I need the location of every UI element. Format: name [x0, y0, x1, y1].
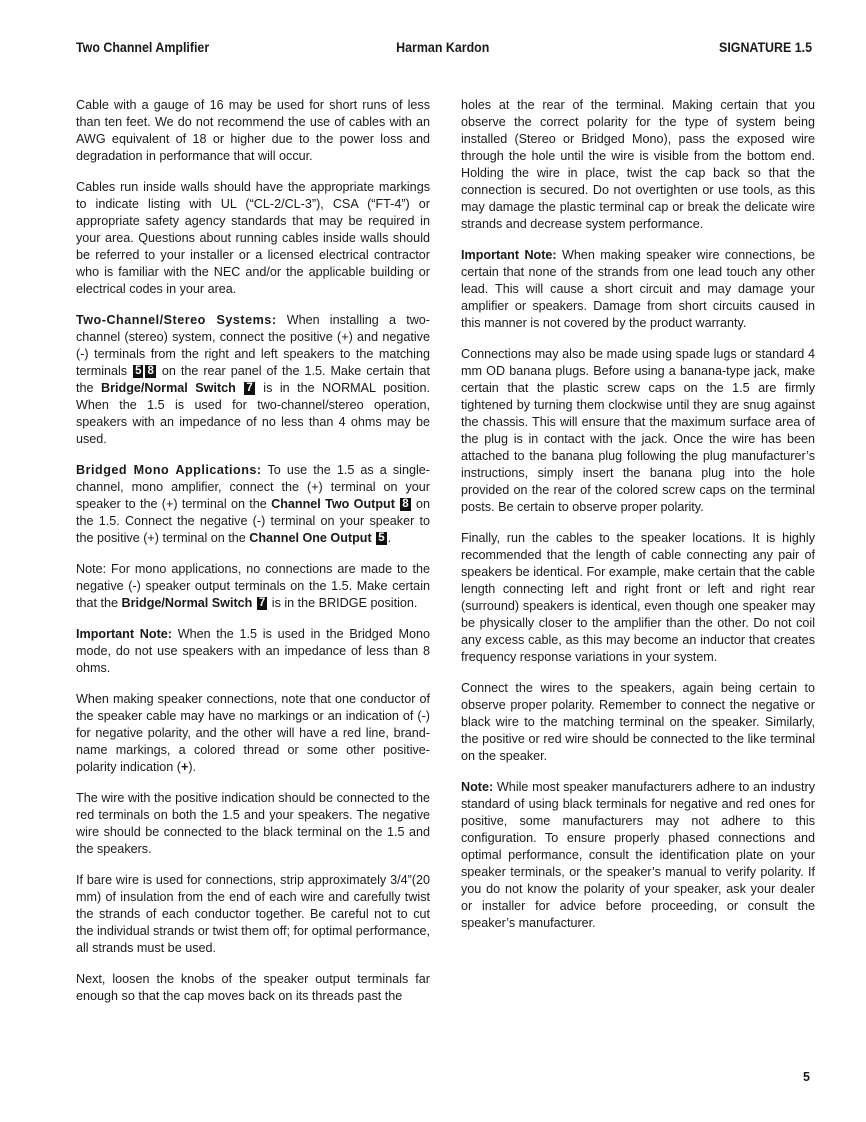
- callout-badge: 7: [246, 382, 253, 394]
- text-run: on the 1.5. Connect the negative (-) terminal on your speaker to the positive (+) terminal on the: [76, 497, 431, 545]
- text-run: ).: [188, 760, 197, 774]
- callout-badge: 8: [147, 365, 154, 377]
- text-run: To use the 1.5 as a single-channel, mono amplifier, connect the (+) terminal on your speaker to the (+) terminal on the: [76, 463, 430, 511]
- bold-term: Channel One Output: [249, 531, 372, 545]
- header-model: SIGNATURE 1.5: [719, 40, 812, 55]
- paragraph-connect-speakers: Connect the wires to the speakers, again being certain to observe proper polarity. Remember to connect the negative or black wire to the matching terminal on the speaker. Similarly, the positive or red wire should be connected to the like terminal on the speaker.: [461, 681, 815, 763]
- bold-term: Channel Two Output: [271, 497, 395, 511]
- note-lead: Important Note:: [461, 248, 557, 262]
- text-run: .: [387, 531, 392, 545]
- bold-term: Bridge/Normal Switch: [121, 596, 253, 610]
- paragraph-mono-note: [76, 561, 430, 612]
- page-number: 5: [803, 1070, 810, 1084]
- section-lead-stereo: Two-Channel/Stereo Systems:: [76, 313, 277, 327]
- paragraph-positive-wire: The wire with the positive indication should be connected to the red terminals on both the 1.5 and your speakers. The negative wire should be connected to the black terminal on the 1.5 and the speakers.: [76, 791, 430, 856]
- callout-badge: 8: [402, 498, 409, 510]
- text-run: While most speaker manufacturers adhere to an industry standard of using black terminals for negative and red ones for positive, some manufacturers may not adhere to this configuration. To ensure properly phased connections and optimal performance, consult the identification plate on your speaker terminals, or the speaker’s manual to verify polarity. If you do not know the polarity of your speaker, ask your dealer or installer for advice before proceeding, or consult the speaker’s manufacturer.: [461, 780, 815, 930]
- text-run: When installing a two-channel (stereo) system, connect the positive (+) and negative (-) terminals from the right and left speakers to the matching terminals: [76, 313, 430, 378]
- text-run: is in the NORMAL position. When the 1.5 is used for two-channel/stereo operation, speakers with an impedance of no less than 4 ohms may be used.: [76, 381, 430, 446]
- paragraph-polarity-markings: [76, 691, 430, 776]
- text-run: When making speaker connections, note that one conductor of the speaker cable may have no markings or an indication of (-) for negative polarity, and the other will have a red line, brand-name markings, a colored thread or some other positive-polarity indication (: [76, 692, 430, 774]
- bold-term: Bridge/Normal Switch: [101, 381, 236, 395]
- paragraph-manufacturer-note: [461, 779, 815, 932]
- paragraph-impedance-note: [76, 626, 430, 677]
- paragraph-in-wall-cables: Cables run inside walls should have the appropriate markings to indicate listing with UL (“CL-2/CL-3”), CSA (“FT-4”) or appropriate safety agency standards that may be required in your area. Questions about running cables inside walls should be referred to your installer or a licensed electrical contractor who is familiar with the NEC and/or the applicable building or electrical codes in your area.: [76, 180, 430, 296]
- paragraph-stereo-systems: [76, 312, 430, 448]
- paragraph-cable-gauge: Cable with a gauge of 16 may be used for short runs of less than ten feet. We do not recommend the use of cables with an AWG equivalent of 18 or higher due to the power loss and degradation in performance that will occur.: [76, 98, 430, 163]
- paragraph-banana-plugs: Connections may also be made using spade lugs or standard 4 mm OD banana plugs. Before using a banana-type jack, make certain that the plastic screw caps on the 1.5 are firmly tightened by turning them clockwise until they are snug against the chassis. This will ensure that the maximum surface area of the plug is in contact with the jack. Once the wire has been attached to the banana plug following the plug manufacturer’s instructions, simply insert the banana plug into the hole provided on the rear of the colored screw caps on the terminal posts. Be certain to observe proper polarity.: [461, 347, 815, 514]
- text-run: Note: For mono applications, no connections are made to the negative (-) speaker output terminals on the 1.5. Make certain that the: [76, 562, 430, 610]
- header-product-type: Two Channel Amplifier: [76, 40, 210, 55]
- plus-symbol: +: [181, 760, 189, 774]
- text-run: on the rear panel of the 1.5. Make certain that the: [76, 364, 430, 395]
- text-run: When making speaker wire connections, be certain that none of the strands from one lead touch any other lead. This will cause a short circuit and may damage your amplifier or speakers. Damage from short circuits caused in this manner is not covered by the product warranty.: [461, 248, 815, 330]
- paragraph-loosen-knobs: Next, loosen the knobs of the speaker output terminals far enough so that the cap moves back on its threads past the: [76, 972, 430, 1003]
- paragraph-bridged-mono: [76, 462, 430, 547]
- paragraph-terminal-holes: holes at the rear of the terminal. Making certain that you observe the correct polarity for the type of system being installed (Stereo or Bridged Mono), pass the exposed wire through the hole until the wire is visible from the bottom end. Holding the wire in place, twist the cap back so that the connection is secured. Do not overtighten or use tools, as this may damage the plastic terminal cap or break the delicate wire strands and decrease system performance.: [461, 98, 815, 231]
- left-column: [76, 97, 430, 1019]
- text-run: When the 1.5 is used in the Bridged Mono mode, do not use speakers with an impedance of less than 8 ohms.: [76, 627, 430, 675]
- paragraph-bare-wire: If bare wire is used for connections, strip approximately 3/4”(20 mm) of insulation from the end of each wire and carefully twist the strands of each conductor together. Be careful not to cut the individual strands or twist them off; for optimal performance, all strands must be used.: [76, 873, 430, 955]
- section-lead-bridged: Bridged Mono Applications:: [76, 463, 262, 477]
- callout-badge: 5: [135, 365, 142, 377]
- note-lead: Important Note:: [76, 627, 172, 641]
- text-run: is in the BRIDGE position.: [268, 596, 418, 610]
- note-lead: Note:: [461, 780, 494, 794]
- running-header: [76, 40, 812, 60]
- header-brand: Harman Kardon: [396, 40, 490, 55]
- callout-badge: 5: [378, 532, 385, 544]
- paragraph-cable-lengths: Finally, run the cables to the speaker locations. It is highly recommended that the length of cable connecting any pair of speakers be identical. For example, make certain that the cable length connecting left and right front or left and right rear (surround) speakers is identical, even though one speaker may be physically closer to the amplifier than the other. Do not coil any excess cable, as this may become an inductor that creates frequency response variations in your system.: [461, 531, 815, 664]
- paragraph-short-circuit-note: [461, 247, 815, 332]
- callout-badge: 7: [258, 597, 266, 609]
- right-column: [461, 97, 815, 946]
